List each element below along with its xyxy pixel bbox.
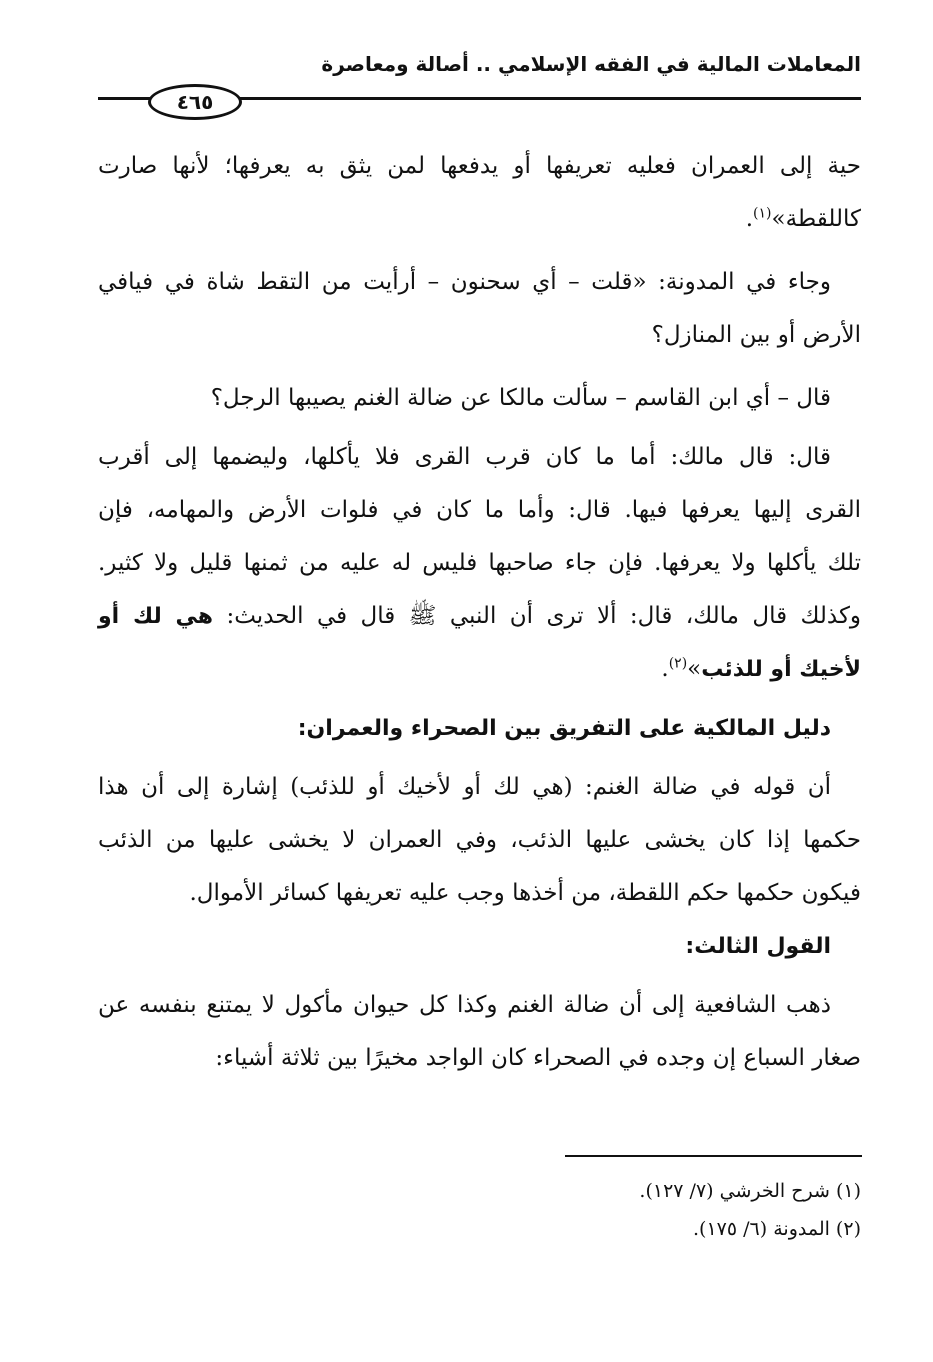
footnote-rule bbox=[565, 1155, 862, 1157]
text-span: . bbox=[661, 656, 669, 682]
text-span: وكذلك قال مالك، قال: ألا ترى أن النبي ﷺ قال في الحديث: bbox=[226, 603, 862, 629]
text-line: القرى إليها يعرفها فيها. قال: وأما ما كان في فلوات الأرض والمهامه، فإن bbox=[98, 497, 861, 523]
text-line bbox=[98, 193, 861, 246]
text-line: أن قوله في ضالة الغنم: (هي لك أو لأخيك أو للذئب) إشارة إلى أن هذا bbox=[98, 774, 831, 800]
text-line bbox=[98, 643, 861, 696]
running-title: المعاملات المالية في الفقه الإسلامي .. أصالة ومعاصرة bbox=[321, 52, 861, 76]
section-heading: دليل المالكية على التفريق بين الصحراء والعمران: bbox=[297, 716, 831, 741]
text-line: الأرض أو بين المنازل؟ bbox=[651, 322, 861, 348]
text-line: ذهب الشافعية إلى أن ضالة الغنم وكذا كل حيوان مأكول لا يمتنع بنفسه عن bbox=[98, 992, 831, 1018]
text-line: تلك يأكلها ولا يعرفها. فإن جاء صاحبها فليس له عليه من ثمنها قليل ولا كثير. bbox=[98, 550, 861, 576]
hadith-text: هي لك أو bbox=[98, 604, 214, 629]
text-line: قال: قال مالك: أما ما كان قرب القرى فلا يأكلها، وليضمها إلى أقرب bbox=[98, 444, 831, 470]
text-line: فيكون حكمها حكم اللقطة، من أخذها وجب عليه تعريفها كسائر الأموال. bbox=[189, 880, 861, 906]
text-line: صغار السباع إن وجده في الصحراء كان الواجد مخيرًا بين ثلاثة أشياء: bbox=[215, 1045, 861, 1071]
section-heading: القول الثالث: bbox=[685, 934, 831, 959]
text-line: حية إلى العمران فعليه تعريفها أو يدفعها لمن يثق به يعرفها؛ لأنها صارت bbox=[98, 153, 861, 179]
text-line: وجاء في المدونة: «قلت – أي سحنون – أرأيت من التقط شاة في فيافي bbox=[98, 269, 831, 295]
text-line: قال – أي ابن القاسم – سألت مالكا عن ضالة الغنم يصيبها الرجل؟ bbox=[210, 385, 831, 411]
hadith-text: لأخيك أو للذئب bbox=[701, 657, 861, 682]
text-line bbox=[98, 590, 861, 643]
footnote: (٢) المدونة (٦/ ١٧٥). bbox=[693, 1218, 861, 1240]
text-span: كاللقطة» bbox=[771, 206, 861, 232]
footnote-ref: (٢) bbox=[668, 655, 688, 672]
text-span: » bbox=[687, 656, 702, 682]
text-line: حكمها إذا كان يخشى عليها الذئب، وفي العمران لا يخشى عليها من الذئب bbox=[98, 827, 861, 853]
body-text bbox=[98, 140, 861, 1085]
footnote: (١) شرح الخرشي (٧/ ١٢٧). bbox=[639, 1180, 861, 1202]
footnote-ref: (١) bbox=[753, 205, 772, 222]
text-span: . bbox=[745, 206, 754, 232]
footnotes bbox=[261, 1172, 861, 1248]
page-number-badge bbox=[148, 84, 242, 120]
page-number: ٤٦٥ bbox=[176, 90, 214, 114]
